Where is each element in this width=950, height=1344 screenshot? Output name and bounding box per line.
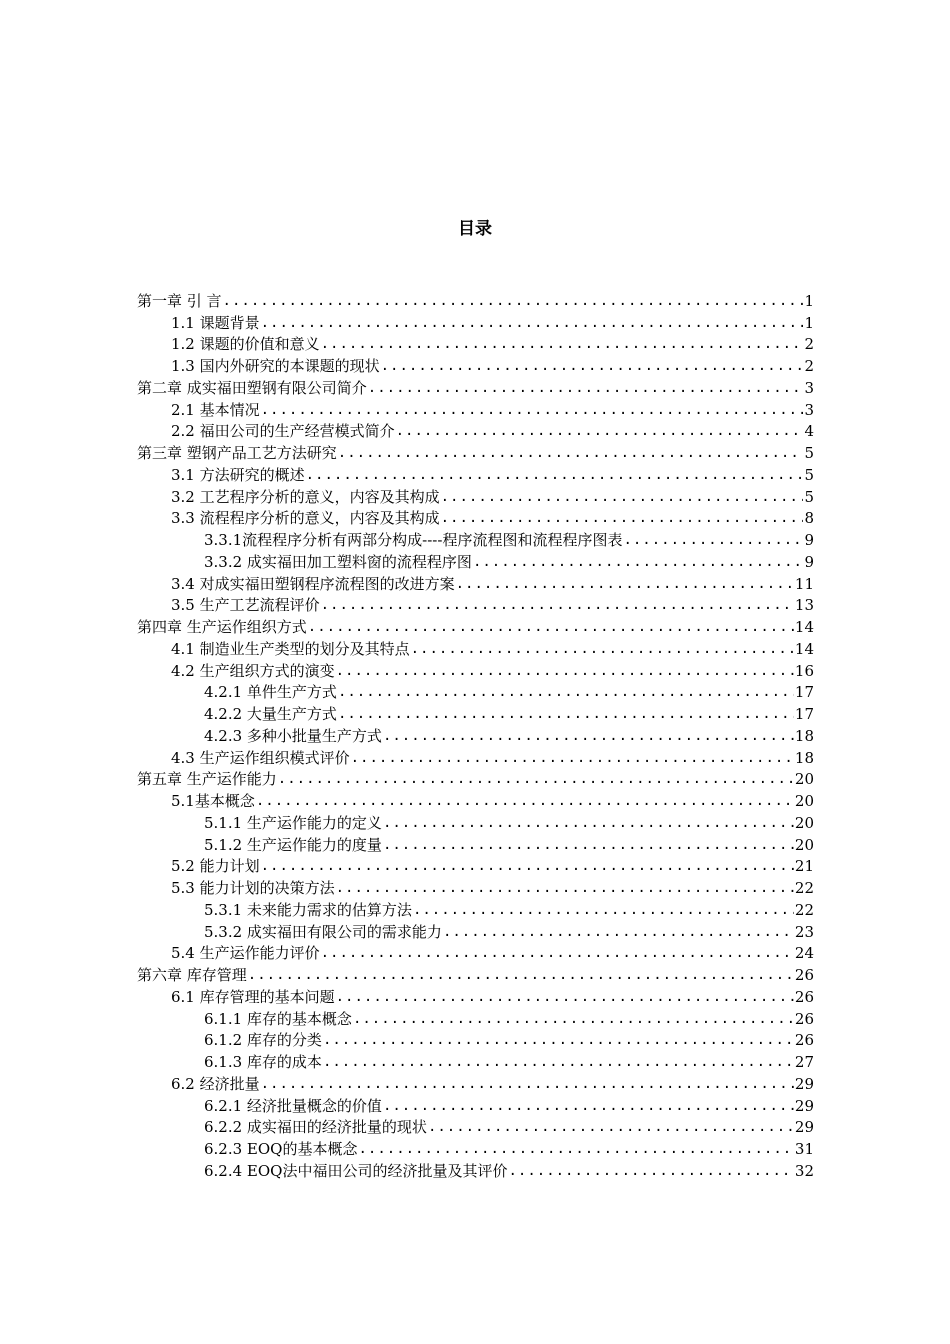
- toc-entry-text: 第四章 生产运作组织方式: [137, 618, 307, 636]
- dot-leader: [321, 335, 804, 353]
- dot-leader: [383, 836, 794, 854]
- toc-entry[interactable]: [137, 571, 814, 593]
- dot-leader: [381, 357, 804, 375]
- dot-leader: [623, 531, 803, 549]
- toc-entry-text: 第六章 库存管理: [137, 966, 247, 984]
- toc-entry-page-number: 27: [794, 1053, 814, 1071]
- dot-leader: [441, 488, 804, 506]
- dot-leader: [358, 1140, 793, 1158]
- dot-leader: [338, 705, 794, 723]
- toc-entry[interactable]: [137, 745, 814, 767]
- toc-entry-text: 6.2 经济批量: [171, 1074, 260, 1093]
- toc-entry[interactable]: [137, 723, 814, 745]
- toc-entry-text: 1.2 课题的价值和意义: [171, 335, 320, 354]
- toc-entry[interactable]: [137, 440, 814, 462]
- toc-entry-page-number: 2: [804, 335, 814, 354]
- toc-entry[interactable]: [137, 332, 814, 354]
- toc-entry-page-number: 3: [804, 400, 814, 419]
- toc-entry-text: 6.2.2 成实福田的经济批量的现状: [204, 1118, 427, 1137]
- toc-entry-text: 4.2 生产组织方式的演变: [171, 661, 335, 680]
- toc-entry-text: 4.2.2 大量生产方式: [204, 705, 337, 723]
- toc-entry[interactable]: [137, 962, 814, 984]
- toc-entry-page-number: 20: [794, 835, 814, 854]
- toc-entry-text: 5.1基本概念: [171, 792, 255, 810]
- toc-entry-page-number: 8: [804, 509, 814, 528]
- toc-entry-page-number: 21: [794, 857, 814, 876]
- dot-leader: [383, 814, 794, 832]
- toc-entry-text: 第三章 塑钢产品工艺方法研究: [137, 444, 337, 462]
- toc-entry-text: 6.2.1 经济批量概念的价值: [204, 1096, 382, 1115]
- dot-leader: [323, 1031, 794, 1049]
- toc-entry[interactable]: [137, 484, 814, 506]
- toc-entry-text: 6.2.4 EOQ法中福田公司的经济批量及其评价: [204, 1161, 508, 1180]
- dot-leader: [396, 422, 804, 440]
- toc-entry-page-number: 18: [794, 726, 814, 745]
- toc-entry-text: 5.3.1 未来能力需求的估算方法: [204, 900, 412, 919]
- toc-entry[interactable]: [137, 375, 814, 397]
- toc-entry-text: 4.2.3 多种小批量生产方式: [204, 726, 382, 745]
- toc-entry[interactable]: [137, 527, 814, 549]
- toc-entry-page-number: 29: [794, 1074, 814, 1093]
- toc-entry-text: 6.1 库存管理的基本问题: [171, 987, 335, 1006]
- dot-leader: [443, 923, 794, 941]
- toc-entry[interactable]: [137, 875, 814, 897]
- dot-leader: [248, 966, 794, 984]
- toc-entry-text: 3.4 对成实福田塑钢程序流程图的改进方案: [171, 574, 455, 593]
- toc-entry-text: 第一章 引 言: [137, 291, 222, 310]
- dot-leader: [306, 466, 804, 484]
- dot-leader: [278, 770, 794, 788]
- toc-entry-page-number: 4: [804, 422, 814, 441]
- toc-entry-page-number: 2: [804, 357, 814, 375]
- toc-entry-page-number: 29: [794, 1118, 814, 1137]
- toc-entry-page-number: 17: [794, 705, 814, 723]
- dot-leader: [256, 792, 794, 810]
- toc-entry[interactable]: [137, 462, 814, 484]
- toc-entry-text: 6.2.3 EOQ的基本概念: [204, 1140, 358, 1158]
- toc-entry-page-number: 31: [794, 1140, 814, 1158]
- toc-entry-page-number: 1: [804, 291, 814, 310]
- toc-entry[interactable]: [137, 832, 814, 854]
- dot-leader: [323, 1053, 794, 1071]
- toc-entry-text: 3.3.2 成实福田加工塑料窗的流程程序图: [204, 552, 472, 571]
- toc-entry-text: 6.1.2 库存的分类: [204, 1031, 322, 1050]
- dot-leader: [441, 509, 804, 527]
- dot-leader: [321, 596, 794, 614]
- toc-entry[interactable]: [137, 919, 814, 941]
- toc-entry[interactable]: [137, 854, 814, 876]
- dot-leader: [336, 662, 794, 680]
- toc-entry[interactable]: [137, 941, 814, 963]
- toc-entry[interactable]: [137, 288, 814, 310]
- toc-entry-page-number: 17: [794, 683, 814, 702]
- toc-entry-page-number: 18: [794, 748, 814, 767]
- toc-entry-text: 3.2 工艺程序分析的意义，内容及其构成: [171, 487, 440, 506]
- dot-leader: [336, 879, 794, 897]
- table-of-contents: [137, 288, 814, 1180]
- dot-leader: [383, 1097, 794, 1115]
- toc-entry[interactable]: [137, 1093, 814, 1115]
- toc-entry-page-number: 9: [804, 552, 814, 571]
- toc-entry-text: 3.1 方法研究的概述: [171, 465, 305, 484]
- toc-entry-text: 1.1 课题背景: [171, 313, 260, 332]
- toc-entry-page-number: 9: [804, 531, 814, 549]
- toc-entry-page-number: 3: [804, 378, 814, 397]
- toc-entry-page-number: 20: [794, 813, 814, 832]
- toc-entry[interactable]: [137, 897, 814, 919]
- toc-entry-page-number: 14: [794, 639, 814, 658]
- toc-entry-page-number: 26: [794, 987, 814, 1006]
- toc-entry[interactable]: [137, 1115, 814, 1137]
- dot-leader: [223, 292, 804, 310]
- dot-leader: [383, 727, 794, 745]
- toc-entry[interactable]: [137, 614, 814, 636]
- toc-entry[interactable]: [137, 810, 814, 832]
- dot-leader: [261, 857, 794, 875]
- toc-entry-text: 5.2 能力计划: [171, 857, 260, 876]
- toc-entry-text: 5.3 能力计划的决策方法: [171, 879, 335, 897]
- toc-entry-page-number: 13: [794, 596, 814, 615]
- dot-leader: [336, 988, 794, 1006]
- toc-entry-text: 第二章 成实福田塑钢有限公司简介: [137, 378, 367, 397]
- dot-leader: [321, 944, 794, 962]
- toc-entry[interactable]: [137, 984, 814, 1006]
- toc-entry-text: 4.2.1 单件生产方式: [204, 683, 337, 702]
- dot-leader: [261, 1075, 794, 1093]
- toc-entry-text: 4.1 制造业生产类型的划分及其特点: [171, 639, 410, 658]
- toc-entry[interactable]: [137, 636, 814, 658]
- toc-entry-page-number: 5: [804, 487, 814, 506]
- toc-entry[interactable]: [137, 310, 814, 332]
- toc-entry-text: 4.3 生产运作组织模式评价: [171, 748, 350, 767]
- toc-entry-page-number: 29: [794, 1096, 814, 1115]
- toc-entry-page-number: 14: [794, 618, 814, 636]
- dot-leader: [338, 683, 794, 701]
- toc-entry-page-number: 16: [794, 661, 814, 680]
- toc-entry-page-number: 26: [794, 966, 814, 984]
- toc-entry[interactable]: [137, 549, 814, 571]
- dot-leader: [428, 1118, 794, 1136]
- dot-leader: [456, 575, 794, 593]
- toc-entry-page-number: 20: [794, 792, 814, 810]
- toc-entry[interactable]: [137, 658, 814, 680]
- dot-leader: [351, 749, 794, 767]
- toc-entry[interactable]: [137, 1136, 814, 1158]
- dot-leader: [261, 314, 804, 332]
- toc-entry[interactable]: [137, 397, 814, 419]
- toc-entry[interactable]: [137, 1049, 814, 1071]
- toc-entry[interactable]: [137, 701, 814, 723]
- dot-leader: [353, 1010, 794, 1028]
- toc-entry[interactable]: [137, 1071, 814, 1093]
- toc-entry-page-number: 26: [794, 1009, 814, 1028]
- toc-entry-text: 2.1 基本情况: [171, 400, 260, 419]
- toc-entry-text: 3.3.1流程程序分析有两部分构成----程序流程图和流程程序图表: [204, 531, 623, 549]
- toc-entry-text: 第五章 生产运作能力: [137, 770, 277, 789]
- dot-leader: [413, 901, 794, 919]
- toc-entry[interactable]: [137, 353, 814, 375]
- toc-entry[interactable]: [137, 419, 814, 441]
- toc-entry-text: 3.5 生产工艺流程评价: [171, 596, 320, 615]
- dot-leader: [338, 444, 804, 462]
- toc-entry-page-number: 5: [804, 465, 814, 484]
- toc-entry[interactable]: [137, 1006, 814, 1028]
- toc-title: 目录: [458, 219, 492, 239]
- toc-entry[interactable]: [137, 1028, 814, 1050]
- toc-entry-page-number: 22: [794, 900, 814, 919]
- toc-entry[interactable]: [137, 788, 814, 810]
- toc-entry[interactable]: [137, 1158, 814, 1180]
- toc-entry-page-number: 5: [804, 444, 814, 462]
- dot-leader: [411, 640, 794, 658]
- dot-leader: [368, 379, 804, 397]
- toc-entry-text: 5.1.2 生产运作能力的度量: [204, 835, 382, 854]
- toc-entry[interactable]: [137, 680, 814, 702]
- dot-leader: [508, 1162, 793, 1180]
- dot-leader: [308, 618, 794, 636]
- toc-entry-text: 6.1.3 库存的成本: [204, 1053, 322, 1071]
- toc-entry-text: 3.3 流程程序分析的意义，内容及其构成: [171, 509, 440, 528]
- toc-entry-page-number: 1: [804, 313, 814, 332]
- toc-entry-page-number: 22: [794, 879, 814, 897]
- dot-leader: [261, 401, 804, 419]
- toc-entry-page-number: 26: [794, 1031, 814, 1050]
- toc-entry-page-number: 24: [794, 944, 814, 963]
- toc-entry-text: 5.4 生产运作能力评价: [171, 944, 320, 963]
- toc-entry-text: 6.1.1 库存的基本概念: [204, 1009, 352, 1028]
- toc-entry-text: 5.3.2 成实福田有限公司的需求能力: [204, 922, 442, 941]
- toc-entry[interactable]: [137, 767, 814, 789]
- toc-entry-text: 5.1.1 生产运作能力的定义: [204, 813, 382, 832]
- toc-entry-page-number: 11: [794, 574, 814, 593]
- toc-entry-page-number: 20: [794, 770, 814, 789]
- toc-entry[interactable]: [137, 506, 814, 528]
- toc-entry-text: 1.3 国内外研究的本课题的现状: [171, 357, 380, 375]
- toc-entry[interactable]: [137, 593, 814, 615]
- toc-entry-page-number: 23: [794, 922, 814, 941]
- toc-entry-page-number: 32: [794, 1161, 814, 1180]
- dot-leader: [473, 553, 804, 571]
- toc-entry-text: 2.2 福田公司的生产经营模式简介: [171, 422, 395, 441]
